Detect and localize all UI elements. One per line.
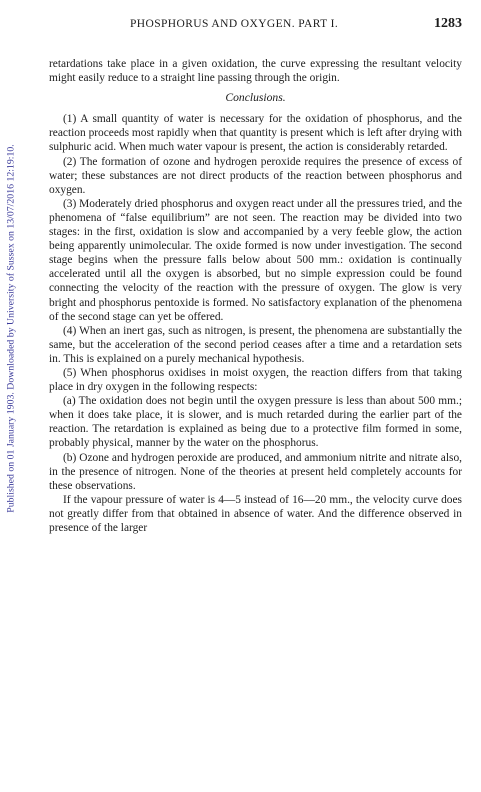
section-heading-conclusions: Conclusions. (225, 91, 286, 105)
conclusion-paragraph-2: (2) The formation of ozone and hydrogen peroxide requires the presence of excess of water; these substances are not direct products of the reaction between phosphorus and oxygen. (49, 155, 462, 196)
conclusion-paragraph-3: (3) Moderately dried phosphorus and oxygen react under all the pressures tried, and the phenomena of “false equilibrium” are not seen. The reaction may be divided into two stages: in the first, oxidation is slow and accompanied by a very feeble glow, the action being apparently unimolecular. The oxide formed is now under investigation. The second stage begins when the pressure falls below about 500 mm.: oxidation is continually accelerated until all the oxygen is absorbed, but no simple expression could be found connecting the velocity of the reaction with the pressure of oxygen. The glow is very bright and phosphorus pentoxide is formed. No satisfactory explanation of the phenomena of the second stage can yet be offered. (49, 197, 462, 323)
running-title: PHOSPHORUS AND OXYGEN. PART I. (130, 18, 339, 30)
conclusion-paragraph-1: (1) A small quantity of water is necessary for the oxidation of phosphorus, and the reaction proceeds most rapidly when that quantity is present which is left after drying with sulphuric acid. When much water vapour is present, the action is considerably retarded. (49, 113, 462, 154)
download-watermark (2, 88, 20, 568)
intro-paragraph: retardations take place in a given oxidation, the curve expressing the resultant velocity might easily reduce to a straight line passing through the origin. (49, 58, 462, 85)
download-watermark-text: Published on 01 January 1903. Downloaded by University of Sussex on 13/07/2016 12:19:10. (5, 143, 17, 513)
conclusion-paragraph-4: (4) When an inert gas, such as nitrogen, is present, the phenomena are substantially the same, but the acceleration of the second period ceases after a time and a retardation sets in. This is explained on a purely mechanical hypothesis. (49, 324, 462, 365)
closing-paragraph: If the vapour pressure of water is 4—5 instead of 16—20 mm., the velocity curve does not greatly differ from that obtained in absence of water. And the difference observed in presence of the larger (49, 493, 462, 534)
page-number: 1283 (434, 16, 462, 31)
article-body (49, 57, 462, 535)
conclusion-subparagraph-a: (a) The oxidation does not begin until the oxygen pressure is less than about 500 mm.; when it does take place, it is slower, and is much retarded during the earlier part of the reaction. The retardation is explained as being due to a protective film formed in some, probably physical, manner by the water on the phosphorus. (49, 395, 462, 450)
page-header (48, 18, 462, 36)
conclusion-paragraph-5: (5) When phosphorus oxidises in moist oxygen, the reaction differs from that taking place in dry oxygen in the following respects: (49, 366, 462, 394)
conclusion-subparagraph-b: (b) Ozone and hydrogen peroxide are produced, and ammonium nitrite and nitrate also, in the presence of nitrogen. None of the theories at present held completely accounts for these observations. (49, 451, 462, 492)
